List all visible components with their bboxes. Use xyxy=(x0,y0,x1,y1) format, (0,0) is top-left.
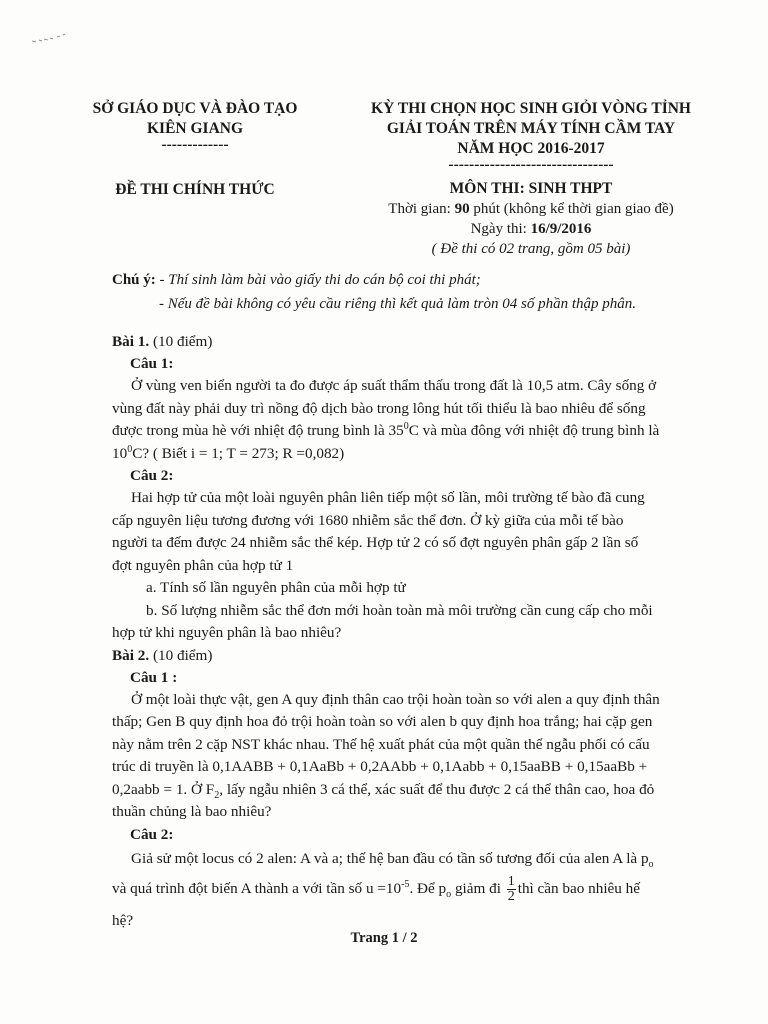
problem-1-question-1-text: Ở vùng ven biển người ta đo được áp suất thẩm thấu trong đất là 10,5 atm. Cây sống ở vùng đất này phải duy trì nồng độ dịch bào trong lông hút tối thiểu là bao nhiêu để sống được trong mùa hè với nhiệt độ trung bình là $35^0C$ và mùa đông với nhiệt độ trung bình là $10^0C$? ( Biết i = 1; T = 273; R =0,082) xyxy=(112,377,660,462)
page-number: Trang 1 / 2 xyxy=(350,930,418,946)
notice-block xyxy=(112,268,712,316)
notice-label: Chú ý: xyxy=(112,272,156,288)
exam-duration: Thời gian: 90 phút (không kể thời gian giao đề) xyxy=(388,201,674,217)
exam-info-block xyxy=(345,179,717,259)
problem-1-question-1-label: Câu 1: xyxy=(130,355,174,372)
official-exam-label: ĐỀ THI CHÍNH THỨC xyxy=(115,181,275,198)
problem-2-question-2-text: Giả sử một locus có 2 alen: A và a; thế hệ ban đầu có tần số tương đối của alen A là $p_o$ và quá trình đột biến A thành a với tần số $u =10^{-5}$. Để $p_o$ giảm đi $\frac{1}{2}$ thì cần bao nhiêu hế hệ? xyxy=(112,849,654,929)
exam-header xyxy=(345,99,717,171)
notice-line-1: - Thí sinh làm bài vào giấy thi do cán bộ coi thi phát; xyxy=(155,272,481,288)
problem-2-question-2-label: Câu 2: xyxy=(130,825,174,843)
problem-2-question-1-text: Ở một loài thực vật, gen A quy định thân cao trội hoàn toàn so với alen a quy định thân thấp; Gen B quy định hoa đỏ trội hoàn toàn so với alen b quy định hoa trắng; hai cặp gen này nằm trên 2 cặp NST khác nhau. Thế hệ xuất phát của một quần thể ngẫu phối có cấu trúc di truyền là 0,1AABB + 0,1AaBb + 0,2AAbb + 0,1Aabb + 0,15aaBB + 0,15aaBb + 0,2aabb = 1. Ở $F_2$, lấy ngẫu nhiên 3 cá thể, xác suất để thu được 2 cá thể thân cao, hoa đỏ thuần chủng là bao nhiêu? xyxy=(112,690,660,820)
exam-subject: MÔN THI: SINH THPT xyxy=(449,180,613,197)
problem-1-question-2-part-b: b. Số lượng nhiễm sắc thể đơn mới hoàn toàn mà môi trường cần cung cấp cho mỗi hợp tử khi nguyên phân là bao nhiêu? xyxy=(112,601,653,641)
exam-pages-note: ( Đề thi có 02 trang, gồm 05 bài) xyxy=(431,241,631,257)
problem-2-heading: Bài 2. (10 điểm) xyxy=(112,646,213,664)
exam-title-line2: GIẢI TOÁN TRÊN MÁY TÍNH CẦM TAY xyxy=(386,120,676,137)
problem-2-question-1-label: Câu 1 : xyxy=(130,668,178,686)
problem-1-heading: Bài 1. (10 điểm) xyxy=(112,333,213,350)
exam-content xyxy=(112,331,712,936)
exam-divider: -------------------------------- xyxy=(448,156,614,173)
problem-1-question-2-text: Hai hợp tử của một loài nguyên phân liên tiếp một số lần, môi trường tế bào đã cung cấp nguyên liệu tương đương với 1680 nhiễm sắc thể đơn. Ở kỳ giữa của mỗi tế bào người ta đếm được 24 nhiễm sắc thể kép. Hợp tử 2 có số đợt nguyên phân gấp 2 lần số đợt nguyên phân của hợp tử 1 xyxy=(112,489,645,574)
scan-speckle-mark xyxy=(30,33,70,45)
one-half-fraction: $\frac{1}{2}$ xyxy=(507,873,515,904)
problem-1-question-2-label: Câu 2: xyxy=(130,467,174,484)
school-year: NĂM HỌC 2016-2017 xyxy=(457,140,605,157)
notice-line-2: - Nếu đề bài không có yêu cầu riêng thì kết quả làm tròn 04 số phần thập phân. xyxy=(159,296,637,312)
department-header xyxy=(92,99,298,151)
department-name: SỞ GIÁO DỤC VÀ ĐÀO TẠO xyxy=(92,100,298,117)
exam-title-line1: KỲ THI CHỌN HỌC SINH GIỎI VÒNG TỈNH xyxy=(371,100,691,117)
problem-1-question-2-part-a: a. Tính số lần nguyên phân của mỗi hợp tử xyxy=(146,579,406,596)
exam-date: Ngày thi: 16/9/2016 xyxy=(470,221,592,237)
department-divider: ------------- xyxy=(161,136,229,153)
province-name: KIÊN GIANG xyxy=(146,120,244,137)
